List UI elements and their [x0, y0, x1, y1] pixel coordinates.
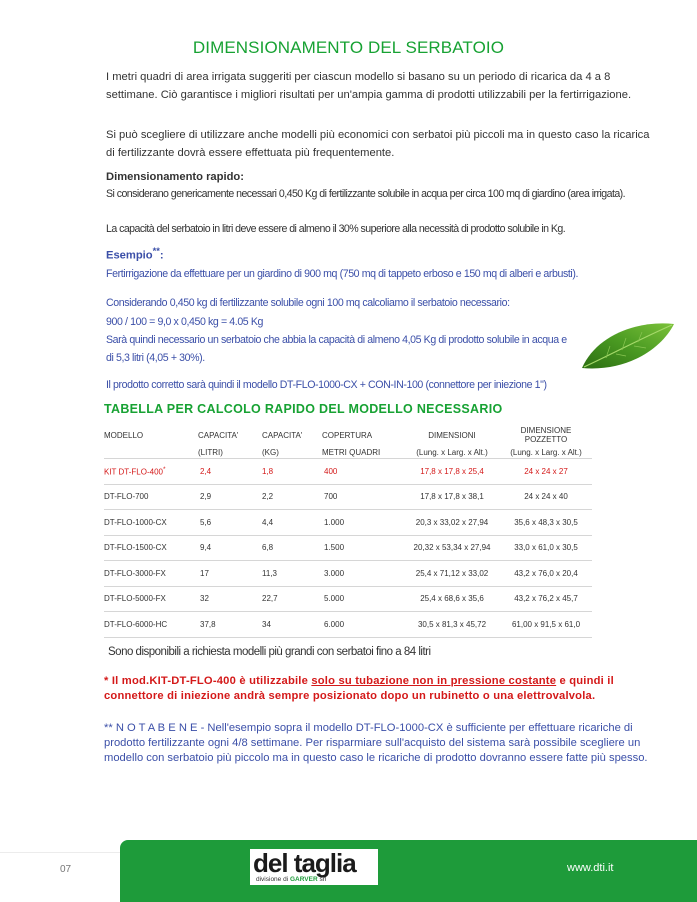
cell-kg: 22,7 [262, 586, 322, 612]
example-heading-label: Esempio [106, 249, 153, 262]
cell-model: DT-FLO-6000-HC [104, 612, 198, 638]
cell-litri: 5,6 [198, 510, 262, 536]
table-subheader-row [104, 446, 592, 459]
cell-mq: 1.000 [322, 510, 404, 536]
cell-litri: 2,9 [198, 484, 262, 510]
cell-pozz: 43,2 x 76,2 x 45,7 [500, 586, 592, 612]
nota-bene [104, 721, 649, 766]
col-header-capacity-kg: CAPACITA' [262, 430, 303, 440]
example-line-5: Il prodotto corretto sarà quindi il modello DT-FLO-1000-CX + CON-IN-100 (connettore per iniezione 1") [106, 379, 547, 391]
leaf-icon [576, 318, 676, 374]
table-heading: TABELLA PER CALCOLO RAPIDO DEL MODELLO NECESSARIO [104, 402, 503, 416]
example-line-2: Considerando 0,450 kg di fertilizzante solubile ogni 100 mq calcoliamo il serbatoio necessario: [106, 297, 510, 309]
cell-model [104, 459, 198, 485]
table-row [104, 586, 592, 612]
nota-bene-prefix: ** N O T A B E N E [104, 722, 198, 734]
cell-model: DT-FLO-1000-CX [104, 510, 198, 536]
cell-pozz: 24 x 24 x 40 [500, 484, 592, 510]
col-header-coverage: COPERTURA [322, 430, 373, 440]
website-link[interactable]: www.dti.it [567, 862, 614, 874]
cell-kg: 2,2 [262, 484, 322, 510]
cell-dim: 17,8 x 17,8 x 38,1 [404, 484, 500, 510]
cell-pozz: 61,00 x 91,5 x 61,0 [500, 612, 592, 638]
cell-dim: 20,32 x 53,34 x 27,94 [404, 535, 500, 561]
logo-sub-prefix: divisione di [256, 876, 289, 883]
cell-kg: 6,8 [262, 535, 322, 561]
example-colon: : [159, 249, 164, 262]
cell-kg: 11,3 [262, 561, 322, 587]
cell-dim: 20,3 x 33,02 x 27,94 [404, 510, 500, 536]
table-row [104, 612, 592, 638]
sizing-table [104, 424, 592, 638]
warning-note [104, 674, 649, 704]
col-header-capacity-l: CAPACITA' [198, 430, 239, 440]
cell-model: DT-FLO-3000-FX [104, 561, 198, 587]
cell-pozz: 43,2 x 76,0 x 20,4 [500, 561, 592, 587]
intro-paragraph-2: Si può scegliere di utilizzare anche modelli più economici con serbatoi più piccoli ma in questo caso la ricarica di fertilizzante dovrà essere effettuata più frequentemente. [106, 129, 650, 159]
cell-mq: 1.500 [322, 535, 404, 561]
table-row [104, 561, 592, 587]
cell-mq: 6.000 [322, 612, 404, 638]
cell-model: DT-FLO-5000-FX [104, 586, 198, 612]
col-subheader-model [104, 446, 198, 459]
cell-mq: 5.000 [322, 586, 404, 612]
table-row [104, 459, 592, 485]
cell-pozz: 35,6 x 48,3 x 30,5 [500, 510, 592, 536]
cell-litri: 37,8 [198, 612, 262, 638]
col-subheader-dimensions: (Lung. x Larg. x Alt.) [416, 447, 488, 457]
availability-note: Sono disponibili a richiesta modelli più grandi con serbatoi fino a 84 litri [108, 646, 431, 658]
page-title: DIMENSIONAMENTO DEL SERBATOIO [192, 38, 505, 57]
col-subheader-coverage: METRI QUADRI [322, 447, 381, 457]
cell-model: DT-FLO-1500-CX [104, 535, 198, 561]
cell-kg: 34 [262, 612, 322, 638]
example-line-3: 900 / 100 = 9,0 x 0,450 kg = 4.05 Kg [106, 316, 263, 328]
cell-dim: 25,4 x 68,6 x 35,6 [404, 586, 500, 612]
example-heading [106, 242, 651, 265]
page-number: 07 [60, 864, 72, 875]
warning-star: * [104, 675, 109, 687]
col-header-model: MODELLO [104, 430, 144, 440]
logo-wordmark: del taglia [253, 848, 356, 878]
cell-litri: 2,4 [198, 459, 262, 485]
table-row [104, 484, 592, 510]
col-header-dimensions: DIMENSIONI [428, 430, 476, 440]
cell-dim: 17,8 x 17,8 x 25,4 [404, 459, 500, 485]
warning-text-1: Il mod.KIT-DT-FLO-400 è utilizzabile [108, 675, 312, 687]
quick-sizing-heading: Dimensionamento rapido: [106, 171, 244, 183]
cell-litri: 9,4 [198, 535, 262, 561]
cell-pozz: 24 x 24 x 27 [500, 459, 592, 485]
logo-sub-brand: GARVER [289, 876, 318, 883]
cell-pozz: 33,0 x 61,0 x 30,5 [500, 535, 592, 561]
cell-dim: 30,5 x 81,3 x 45,72 [404, 612, 500, 638]
cell-mq: 400 [322, 459, 404, 485]
logo-subtitle [256, 876, 326, 883]
logo-sub-suffix: srl [319, 876, 327, 883]
table-row [104, 510, 592, 536]
cell-model: DT-FLO-700 [104, 484, 198, 510]
col-subheader-capacity-l: (LITRI) [198, 447, 223, 457]
quick-sizing-line-2: La capacità del serbatoio in litri deve essere di almeno il 30% superiore alla necessità di prodotto solubile in Kg. [106, 223, 566, 235]
cell-model-mark: * [162, 465, 166, 473]
cell-kg: 1,8 [262, 459, 322, 485]
cell-model-text: KIT DT-FLO-400 [104, 467, 163, 477]
warning-underlined: solo su tubazione non in pressione costante [311, 675, 557, 687]
example-line-4: Sarà quindi necessario un serbatoio che abbia la capacità di almeno 4,05 Kg di prodotto solubile in acqua e di 5,3 litri (4,05 + 30%). [106, 334, 567, 364]
col-header-pit-dimensions: DIMENSIONE POZZETTO [520, 426, 572, 444]
col-subheader-capacity-kg: (KG) [262, 447, 279, 457]
cell-litri: 17 [198, 561, 262, 587]
warning-text-2: e quindi il connettore di iniezione andrà sempre posizionato dopo un rubinetto o una elettrovalvola. [104, 675, 614, 702]
table-row [104, 535, 592, 561]
cell-litri: 32 [198, 586, 262, 612]
cell-mq: 700 [322, 484, 404, 510]
col-subheader-pit-dimensions: (Lung. x Larg. x Alt.) [510, 447, 582, 457]
table-header-row [104, 424, 592, 446]
cell-mq: 3.000 [322, 561, 404, 587]
example-line-1: Fertirrigazione da effettuare per un giardino di 900 mq (750 mq di tappeto erboso e 150 mq di alberi e arbusti). [106, 268, 579, 280]
intro-paragraph-1: I metri quadri di area irrigata suggeriti per ciascun modello si basano su un periodo di ricarica da 4 a 8 settimane. Ciò garantisce i migliori risultati per un'ampia gamma di prodotti utilizzabili per la fertirrigazione. [106, 71, 632, 101]
example-stars: ** [152, 246, 160, 256]
cell-kg: 4,4 [262, 510, 322, 536]
quick-sizing-line-1: Si considerano genericamente necessari 0,450 Kg di fertilizzante solubile in acqua per circa 100 mq di giardino (area irrigata). [106, 188, 626, 200]
nota-bene-text: - Nell'esempio sopra il modello DT-FLO-1000-CX è sufficiente per effettuare ricariche di prodotto fertilizzante ogni 4/8 settimane. Per risparmiare sull'acquisto del sistema sarà possibile scegliere un modello con serbatoio più piccolo ma in questo caso le ricariche di prodotto dovranno essere fatte più spesso. [104, 722, 648, 764]
cell-dim: 25,4 x 71,12 x 33,02 [404, 561, 500, 587]
